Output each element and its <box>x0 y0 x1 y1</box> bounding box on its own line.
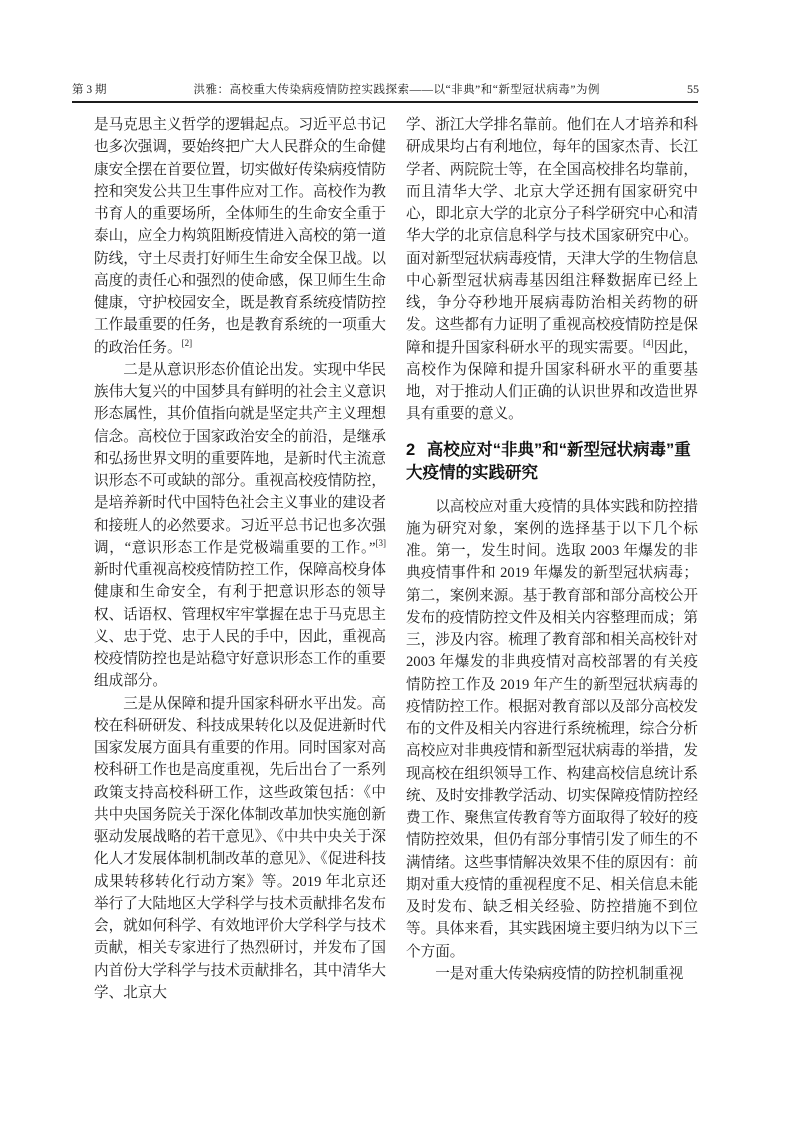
paragraph-text: 二是从意识形态价值论出发。实现中华民族伟大复兴的中国梦具有鲜明的社会主义意识形态属性，其价值指向就是坚定共产主义理想信念。高校位于国家政治安全的前沿，是继承和弘扬世界文明的重要阵地，是新时代主流意识形态不可或缺的部分。重视高校疫情防控，是培养新时代中国特色社会主义事业的建设者和接班人的必然要求。习近平总书记也多次强调，“意识形态工作是党极端重要的工作。” <box>94 361 386 556</box>
left-column <box>94 114 386 1004</box>
section-number: 2 <box>406 440 416 459</box>
section-heading <box>406 439 698 486</box>
citation-ref-4: [4] <box>643 337 654 348</box>
paragraph <box>94 693 386 1005</box>
right-column <box>406 114 698 1004</box>
paragraph-text: 学、浙江大学排名靠前。他们在人才培养和科研成果均占有利地位，每年的国家杰青、长江学者、两院院士等，在全国高校排名均靠前，而且清华大学、北京大学还拥有国家研究中心，即北京大学的北京分子科学研究中心和清华大学的北京信息科学与技术国家研究中心。面对新型冠状病毒疫情，天津大学的生物信息中心新型冠状病毒基因组注释数据库已经上线，争分夺秒地开展病毒防治相关药物的研发。这些都有力证明了重视高校疫情防控是保障和提升国家科研水平的现实需要。 <box>406 117 698 356</box>
citation-ref-3: [3] <box>375 537 386 548</box>
article-body <box>94 114 698 1004</box>
paragraph <box>406 496 698 963</box>
running-head <box>72 82 699 97</box>
paragraph-text: 因此，高校作为保障和提升国家科研水平的重要基地，对于推动人们正确的认识世界和改造世界具有重要的意义。 <box>406 339 698 423</box>
paragraph-text: 是马克思主义哲学的逻辑起点。习近平总书记也多次强调，要始终把广大人民群众的生命健康安全摆在首要位置，切实做好传染病疫情防控和突发公共卫生事件应对工作。高校作为教书育人的重要场所，全体师生的生命安全重于泰山，应全力构筑阻断疫情进入高校的第一道防线，守土尽责打好师生生命安全保卫战。以高度的责任心和强烈的使命感，保卫师生生命健康，守护校园安全，既是教育系统疫情防控工作最重要的任务，也是教育系统的一项重大的政治任务。 <box>94 117 386 356</box>
paragraph-continuation <box>406 114 698 426</box>
paragraph-text: 三是从保障和提升国家科研水平出发。高校在科研研发、科技成果转化以及促进新时代国家发展方面具有重要的作用。同时国家对高校科研工作也是高度重视，先后出台了一系列政策支持高校科研工作，这些政策包括：《中共中央国务院关于深化体制改革加快实施创新驱动发展战略的若干意见》、《中共中央关于深化人才发展体制机制改革的意见》、《促进科技成果转移转化行动方案》等。2019 年北京还举行了大陆地区大学科学与技术贡献排名发布会，就如何科学、有效地评价大学科学与技术贡献，相关专家进行了热烈研讨，并发布了国内首份大学科学与技术贡献排名，其中清华大学、北京大 <box>94 695 386 1001</box>
paragraph-text: 一是对重大传染病疫情的防控机制重视 <box>435 965 684 982</box>
paragraph-continuation <box>94 114 386 359</box>
paragraph-text: 以高校应对重大疫情的具体实践和防控措施为研究对象，案例的选择基于以下几个标准。第一，发生时间。选取 2003 年爆发的非典疫情事件和 2019 年爆发的新型冠状病毒；第二，案例来源。基于教育部和部分高校公开发布的疫情防控文件及相关内容整理而成；第三，涉及内容。梳理了教育部和相关高校针对 2003 年爆发的非典疫情对高校部署的有关疫情防控工作及 2019 年产生的新型冠状病毒的疫情防控工作。根据对教育部以及部分高校发布的文件及相关内容进行系统梳理，综合分析高校应对非典疫情和新型冠状病毒的举措，发现高校在组织领导工作、构建高校信息统计系统、及时安排教学活动、切实保障疫情防控经费工作、聚焦宣传教育等方面取得了较好的疫情防控效果，但仍有部分事情引发了师生的不满情绪。这些事情解决效果不佳的原因有：前期对重大疫情的重视程度不足、相关信息未能及时发布、缺乏相关经验、防控措施不到位等。具体来看，其实践困境主要归纳为以下三个方面。 <box>406 498 698 960</box>
paragraph <box>94 359 386 693</box>
page-number: 55 <box>687 82 699 96</box>
section-title: 高校应对“非典”和“新型冠状病毒”重大疫情的实践研究 <box>406 440 691 482</box>
header-rule <box>72 101 698 103</box>
running-title: 洪雅：高校重大传染病疫情防控实践探索——以“非典”和“新型冠状病毒”为例 <box>193 84 600 96</box>
paragraph <box>406 963 698 985</box>
issue-label: 第 3 期 <box>72 84 107 96</box>
paragraph-text: 新时代重视高校疫情防控工作，保障高校身体健康和生命安全，有利于把意识形态的领导权、话语权、管理权牢牢掌握在忠于马克思主义、忠于党、忠于人民的手中，因此，重视高校疫情防控也是站稳守好意识形态工作的重要组成部分。 <box>94 562 386 690</box>
citation-ref-2: [2] <box>181 337 193 348</box>
